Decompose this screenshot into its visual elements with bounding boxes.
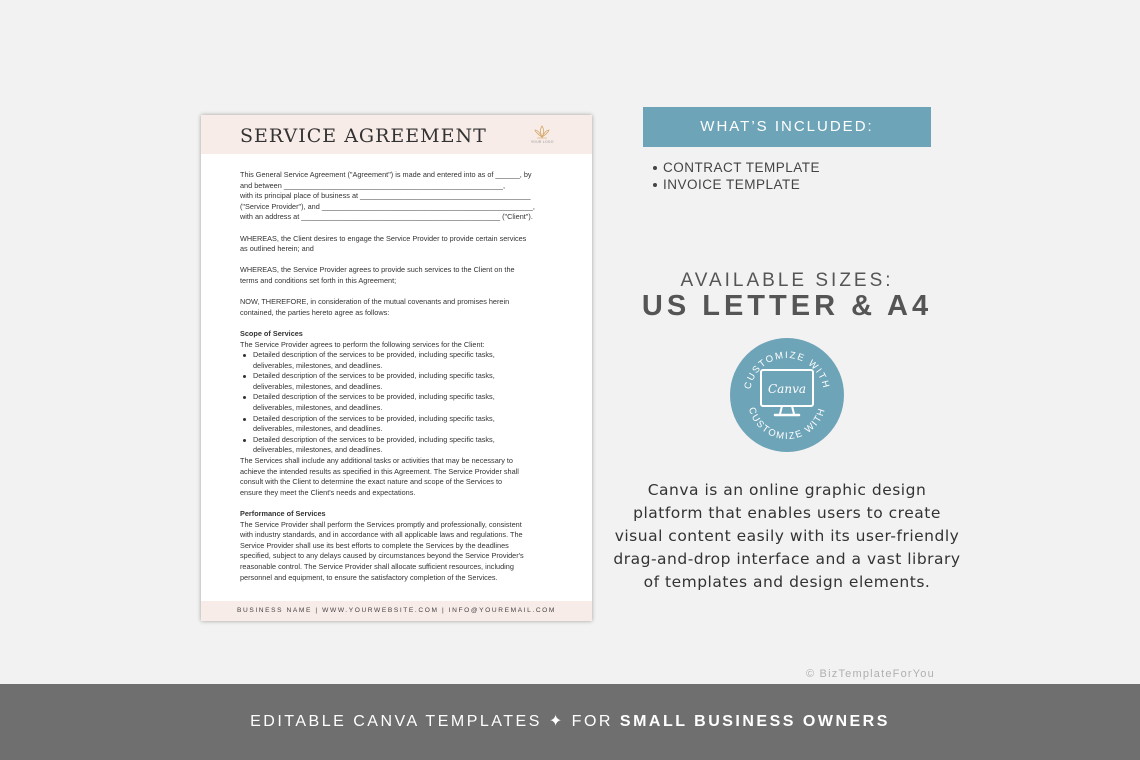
badge-top-text: CUSTOMIZE WITH — [742, 349, 832, 391]
scope-list — [240, 350, 560, 456]
now-line: NOW, THEREFORE, in consideration of the mutual covenants and promises herein — [240, 297, 510, 307]
whereas-paragraph-1 — [240, 234, 560, 255]
intro-line: and between ______________________________________________________, — [240, 180, 505, 190]
list-item — [240, 392, 560, 413]
intro-paragraph — [240, 170, 560, 223]
document-title: SERVICE AGREEMENT — [240, 125, 487, 147]
list-item — [240, 414, 560, 435]
canva-wordmark: Canva — [768, 382, 806, 396]
now-therefore-paragraph — [240, 297, 560, 318]
list-item-line: Detailed description of the services to be provided, including specific tasks, — [253, 350, 495, 360]
bottom-banner — [0, 684, 1140, 760]
whereas-line: WHEREAS, the Client desires to engage the Service Provider to provide certain services — [240, 233, 527, 243]
intro-line: with an address at _________________________________________________ ("Client"). — [240, 212, 533, 222]
performance-paragraph — [240, 520, 560, 584]
scope-outro — [240, 456, 560, 498]
list-item-line: Detailed description of the services to be provided, including specific tasks, — [253, 392, 495, 402]
scope-outro-line: consult with the Client to determine the exact nature and scope of the Services to — [240, 477, 503, 487]
canva-description: Canva is an online graphic design platform that enables users to create visual content easily with its user-friendly drag-and-drop interface and a vast library of templates and design elements. — [613, 481, 961, 591]
whereas-line: as outlined herein; and — [240, 244, 314, 254]
list-item: INVOICE TEMPLATE — [663, 176, 820, 193]
intro-line: ("Service Provider"), and ____________________________________________________, — [240, 201, 535, 211]
banner-bold-text: SMALL BUSINESS OWNERS — [619, 713, 890, 730]
scope-outro-line: achieve the intended results as specified in this Agreement. The Service Provider shall — [240, 466, 519, 476]
badge-bottom-text: CUSTOMIZE WITH — [745, 405, 829, 443]
intro-line: with its principal place of business at __________________________________________ — [240, 191, 531, 201]
sizes-label: AVAILABLE SIZES: — [680, 270, 894, 291]
logo-text: YOUR LOGO — [531, 140, 554, 144]
scope-intro: The Service Provider agrees to perform the following services for the Client: — [240, 339, 485, 349]
intro-line: This General Service Agreement ("Agreement") is made and entered into as of ______, by — [240, 170, 532, 179]
performance-heading: Performance of Services — [240, 509, 326, 518]
list-item — [240, 371, 560, 392]
banner-prefix: EDITABLE CANVA TEMPLATES ✦ FOR — [250, 713, 620, 730]
copyright-text: © BizTemplateForYou — [806, 668, 935, 680]
list-item-line: deliverables, milestones, and deadlines. — [253, 360, 383, 370]
whereas-paragraph-2 — [240, 265, 560, 286]
document-header — [201, 115, 592, 154]
performance-line: Service Provider shall use its best efforts to complete the Services by the deadlines — [240, 540, 509, 550]
document-body — [240, 170, 560, 583]
included-heading: WHAT’S INCLUDED: — [643, 107, 931, 147]
included-list — [663, 159, 820, 193]
document-footer: BUSINESS NAME | WWW.YOURWEBSITE.COM | INFO@YOUREMAIL.COM — [201, 601, 592, 621]
performance-line: The Service Provider shall perform the Services promptly and professionally, consistent — [240, 519, 522, 529]
scope-outro-line: The Services shall include any additional tasks or activities that may be necessary to — [240, 456, 513, 466]
performance-line: specified, subject to any delays caused by circumstances beyond the Service Provider's — [240, 551, 524, 561]
list-item: CONTRACT TEMPLATE — [663, 160, 821, 175]
customize-with-canva-badge — [730, 338, 844, 452]
lotus-icon — [533, 125, 551, 139]
list-item-line: Detailed description of the services to be provided, including specific tasks, — [253, 413, 495, 423]
list-item-line: deliverables, milestones, and deadlines. — [253, 424, 383, 434]
document-preview — [201, 115, 592, 621]
list-item-line: deliverables, milestones, and deadlines. — [253, 403, 383, 413]
sizes-value: US LETTER & A4 — [641, 290, 933, 322]
scope-outro-line: ensure they meet the Client's needs and expectations. — [240, 487, 416, 497]
logo — [531, 125, 553, 149]
list-item-line: deliverables, milestones, and deadlines. — [253, 381, 383, 391]
whereas-line: WHEREAS, the Service Provider agrees to provide such services to the Client on the — [240, 265, 515, 275]
list-item-line: Detailed description of the services to be provided, including specific tasks, — [253, 434, 495, 444]
now-line: contained, the parties hereto agree as follows: — [240, 307, 390, 317]
list-item — [240, 350, 560, 371]
list-item-line: deliverables, milestones, and deadlines. — [253, 445, 383, 455]
whereas-line: terms and conditions set forth in this Agreement; — [240, 275, 397, 285]
performance-line: reasonable control. The Service Provider shall allocate sufficient resources, including — [240, 561, 514, 571]
performance-line: with industry standards, and in accordance with all applicable laws and regulations. The — [240, 530, 523, 540]
performance-line: personnel and equipment, to ensure the satisfactory completion of the Services. — [240, 572, 498, 582]
list-item — [240, 435, 560, 456]
scope-heading: Scope of Services — [240, 328, 303, 338]
list-item-line: Detailed description of the services to be provided, including specific tasks, — [253, 371, 495, 381]
